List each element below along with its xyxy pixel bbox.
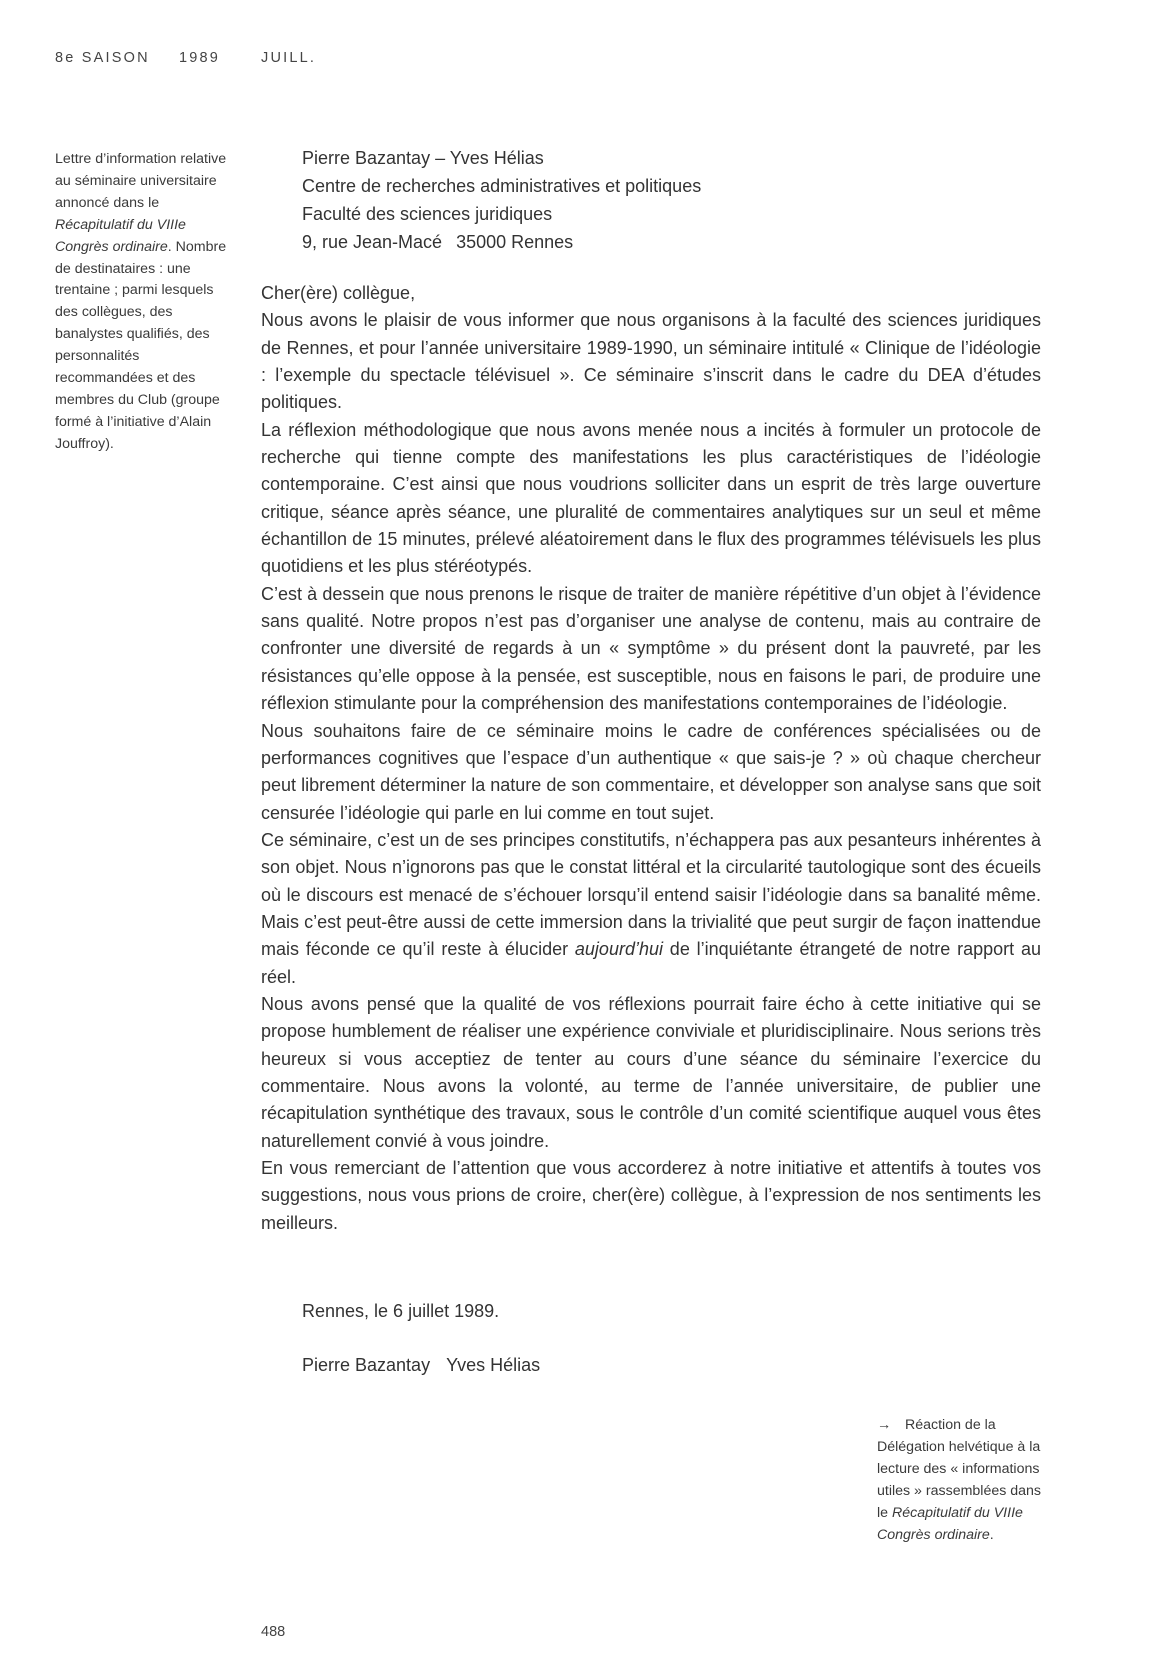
address-street: 9, rue Jean-Macé [302,232,443,252]
cross-reference-note [877,1415,1052,1546]
letter-paragraph-5-b: de l’inquiétante étrangeté de notre rapport au réel. [261,939,1041,987]
cross-reference-part2: . [989,1526,994,1543]
letter-paragraph-6: Nous avons pensé que la qualité de vos réflexions pourrait faire écho à cette initiative qui se propose humblement de réaliser une expérience conviviale et pluridisciplinaire. Nous serions très heureux si vous acceptiez de tenter au cours d’une séance du séminaire l’exercice du commentaire. Nous avons la volonté, au terme de l’année universitaire, de publier une récapitulation synthétique des travaux, sous le contrôle d’un comité scientifique auquel vous êtes naturellement convié à vous joindre. [261,993,1041,1151]
letter-paragraph-4: Nous souhaitons faire de ce séminaire moins le cadre de conférences spécialisées ou de performances cognitives que l’espace d’un authentique « que sais-je ? » où chaque chercheur peut librement déterminer la nature de son commentaire, et développer son analyse sans que soit censurée l’idéologie qui parle en lui comme en tout sujet. [261,720,1041,823]
address-centre: Centre de recherches administratives et politiques [302,176,702,196]
address-names: Pierre Bazantay – Yves Hélias [302,148,544,168]
cross-reference-part1: Réaction de la Délégation helvétique à la lecture des « informations utiles » rassemblées dans le [877,1417,1042,1521]
side-note-part1: Lettre d’information relative au séminaire universitaire annoncé dans le [55,151,227,211]
signature-1: Pierre Bazantay [302,1355,431,1375]
side-note-text [55,149,230,456]
address-street-line [302,228,701,256]
letter-signatures [302,1351,540,1379]
address-zip-city: 35000 Rennes [456,232,574,252]
arrow-right-icon: → [877,1417,892,1433]
letter-body [261,280,1041,1237]
page-number: 488 [261,1624,286,1640]
letter-paragraph-5 [261,827,1041,991]
header-year: 1989 [179,50,221,66]
header-month: JUILL. [261,50,317,66]
letter-salutation: Cher(ère) collègue, [261,283,416,303]
address-faculty: Faculté des sciences juridiques [302,204,553,224]
letter-paragraph-3: C’est à dessein que nous prenons le risque de traiter de manière répétitive d’un objet à l’évidence sans qualité. Notre propos n’est pas d’organiser une analyse de contenu, mais au contraire de confronter une diversité de regards à un « symptôme » du présent dont la pauvreté, par les résistances qu’elle oppose à la pensée, est susceptible, nous en faisons le pari, de produire une réflexion stimulante pour la compréhension des manifestations contemporaines de l’idéologie. [261,583,1041,714]
cross-reference-text [877,1415,1052,1546]
side-note-part2: . Nombre de destinataires : une trentaine ; parmi lesquels des collègues, des banalystes qualifiés, des personnalités recommandées et des membres du Club (groupe formé à l’initiative d’Alain Jouffroy). [55,238,227,452]
side-note [55,149,230,456]
side-note-title: Récapitulatif du VIIIe Congrès ordinaire [55,216,186,255]
letter-paragraph-1: Nous avons le plaisir de vous informer que nous organisons à la faculté des sciences juridiques de Rennes, et pour l’année universitaire 1989-1990, un séminaire intitulé « Clinique de l’idéologie : l’exemple du spectacle télévisuel ». Ce séminaire s’inscrit dans le cadre du DEA d’études politiques. [261,310,1041,413]
signature-2: Yves Hélias [446,1355,541,1375]
letter-paragraph-5-a: Ce séminaire, c’est un de ses principes constitutifs, n’échappera pas aux pesanteurs inhérentes à son objet. Nous n’ignorons pas que le constat littéral et la circularité tautologique sont des écueils où le discours est menacé de s’échouer lorsqu’il entend saisir l’idéologie dans sa banalité même. Mais c’est peut-être aussi de cette immersion dans la trivialité que peut surgir de façon inattendue mais féconde ce qu’il reste à élucider [261,829,1041,960]
sender-address [302,144,701,256]
header-season: 8e SAISON [55,50,150,66]
letter-paragraph-5-emphasis: aujourd’hui [574,939,663,960]
letter-paragraph-7: En vous remerciant de l’attention que vous accorderez à notre initiative et attentifs à toutes vos suggestions, nous vous prions de croire, cher(ère) collègue, à l’expression de nos sentiments les meilleurs. [261,1158,1041,1233]
letter-date: Rennes, le 6 juillet 1989. [302,1301,500,1321]
cross-reference-title: Récapitulatif du VIIIe Congrès ordinaire [877,1504,1023,1543]
letter-paragraph-2: La réflexion méthodologique que nous avons menée nous a incités à formuler un protocole de recherche qui tienne compte des manifestations les plus caractéristiques de l’idéologie contemporaine. C’est ainsi que nous voudrions solliciter dans un esprit de très large ouverture critique, séance après séance, une pluralité de commentaires analytiques sur un seul et même échantillon de 15 minutes, prélevé aléatoirement dans le flux des programmes télévisuels les plus quotidiens et les plus stéréotypés. [261,419,1041,577]
running-header [55,50,316,66]
